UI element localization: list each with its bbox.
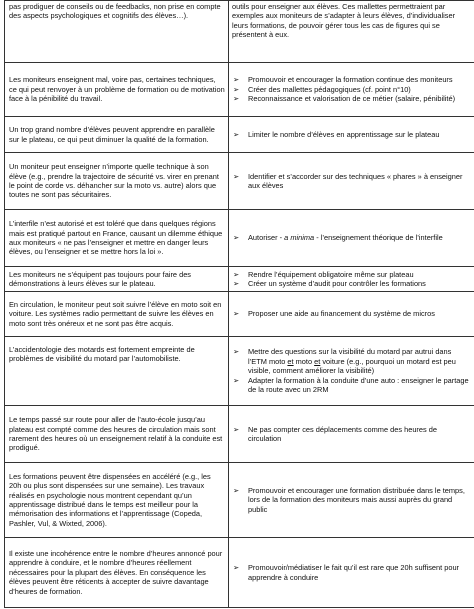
solution-cell: [229, 337, 474, 406]
list-item: ➢ Mettre des questions sur la visibilité du motard par autrui dans l’ETM moto et moto et voiture (e.g., pourquoi un motard est peu visible, comment améliorer la visibilité): [233, 347, 456, 376]
arrow-bullet-icon: ➢: [233, 129, 240, 139]
table-row: [5, 292, 474, 337]
problem-cell: Un moniteur peut enseigner n’importe quelle technique à son élève (e.g., prendre la trajectoire de sécurité vs. virer en prenant le point de corde vs. déhancher sur la moto vs. autre) alors que toutes ne sont pas sécuritaires.: [5, 153, 229, 210]
table-row: [5, 153, 474, 210]
table-row: [5, 210, 474, 267]
arrow-bullet-icon: ➢: [233, 233, 240, 243]
problem-cell: Les formations peuvent être dispensées en accéléré (e.g., les 20h ou plus sont dispensées sur une semaine). Les travaux réalisés en psychologie nous montrent cependant qu’un apprentissage distribué dans le temps est meilleur pour la mémorisation des informations et l’apprentissage (Copeda, Pashler, Vul, & Wixted, 2006).: [5, 463, 229, 538]
solution-cell: [229, 210, 474, 267]
solution-cell: [229, 406, 474, 463]
arrow-bullet-icon: ➢: [233, 279, 240, 288]
table-row: [5, 63, 474, 117]
recommendations-table: [4, 0, 474, 608]
list-item: ➢ Adapter la formation à la conduite d’une auto : enseigner le partage de la route avec un 2RM: [233, 375, 469, 395]
solution-cell: [229, 538, 474, 608]
arrow-bullet-icon: ➢: [233, 84, 240, 94]
list-item: ➢ Identifier et s’accorder sur des techniques « phares » à enseigner aux élèves: [233, 171, 463, 190]
problem-cell: pas prodiguer de conseils ou de feedbacks, non prise en compte des aspects psychologiques et cognitifs des élèves…).: [5, 1, 229, 63]
arrow-bullet-icon: ➢: [233, 171, 240, 181]
problem-cell: Les moniteurs enseignent mal, voire pas, certaines techniques, ce qui peut renvoyer à un problème de formation ou de motivation face à la pénibilité du travail.: [5, 63, 229, 117]
problem-cell: Le temps passé sur route pour aller de l’auto-école jusqu’au plateau est compté comme des heures de circulation mais sont rarement des heures où un enseignement relatif à la conduite est prodigué.: [5, 406, 229, 463]
problem-cell: Un trop grand nombre d’élèves peuvent apprendre en parallèle sur le plateau, ce qui peut diminuer la qualité de la formation.: [5, 117, 229, 153]
table-row: [5, 117, 474, 153]
solution-cell: [229, 292, 474, 337]
table-row: [5, 1, 474, 63]
problem-cell: Les moniteurs ne s’équipent pas toujours pour faire des démonstrations à leurs élèves sur le plateau.: [5, 267, 229, 292]
table-row: [5, 337, 474, 406]
list-item: ➢ Créer un système d’audit pour contrôler les formations: [233, 279, 426, 288]
arrow-bullet-icon: ➢: [233, 269, 240, 279]
list-item: ➢ Autoriser - a minima - l’enseignement théorique de l’interfile: [233, 233, 443, 243]
arrow-bullet-icon: ➢: [233, 347, 240, 357]
table-row: [5, 406, 474, 463]
list-item: ➢ Reconnaissance et valorisation de ce métier (salaire, pénibilité): [233, 94, 456, 104]
list-item: ➢ Ne pas compter ces déplacements comme des heures de circulation: [233, 424, 437, 443]
list-item: ➢ Limiter le nombre d’élèves en apprentissage sur le plateau: [233, 129, 440, 139]
list-item: ➢ Proposer une aide au financement du système de micros: [233, 309, 435, 319]
solution-cell: [229, 267, 474, 292]
solution-cell: [229, 463, 474, 538]
solution-cell: [229, 117, 474, 153]
table-row: [5, 267, 474, 292]
arrow-bullet-icon: ➢: [233, 309, 240, 319]
list-item: ➢ Créer des mallettes pédagogiques (cf. point n°10): [233, 84, 411, 94]
table-row: [5, 463, 474, 538]
solution-cell: [229, 63, 474, 117]
arrow-bullet-icon: ➢: [233, 75, 240, 85]
arrow-bullet-icon: ➢: [233, 94, 240, 104]
list-item: ➢ Promouvoir/médiatiser le fait qu’il est rare que 20h suffisent pour apprendre à conduire: [233, 563, 460, 582]
solution-cell: [229, 153, 474, 210]
problem-cell: Il existe une incohérence entre le nombre d’heures annoncé pour apprendre à conduire, et le nombre d’heures réellement nécessaires pour la plupart des élèves. En conséquence les élèves peuvent être réticents à accepter de suivre davantage d’heures de formation.: [5, 538, 229, 608]
arrow-bullet-icon: ➢: [233, 424, 240, 434]
solution-cell: outils pour enseigner aux élèves. Ces mallettes permettraient par exemples aux moniteurs de s’adapter à leurs élèves, d’individualiser leurs formations, de pouvoir gérer tous les cas de figures qui se présentent à eux.: [229, 1, 474, 63]
problem-cell: L’accidentologie des motards est fortement empreinte de problèmes de visibilité du motard par l’automobiliste.: [5, 337, 229, 406]
arrow-bullet-icon: ➢: [233, 485, 240, 495]
arrow-bullet-icon: ➢: [233, 375, 240, 385]
table-row: [5, 538, 474, 608]
arrow-bullet-icon: ➢: [233, 563, 240, 573]
list-item: ➢ Rendre l’équipement obligatoire même sur plateau: [233, 269, 414, 279]
problem-cell: En circulation, le moniteur peut soit suivre l’élève en moto soit en voiture. Les systèmes radio permettant de suivre les élèves en moto sont très onéreux et ne sont pas être acquis.: [5, 292, 229, 337]
list-item: ➢ Promouvoir et encourager la formation continue des moniteurs: [233, 75, 453, 85]
problem-cell: L’interfile n’est autorisé et est toléré que dans quelques régions mais est pratiqué partout en France, causant un dilemme éthique aux moniteurs « ne pas l’enseigner et mettre en danger leurs élèves, ou l’enseigner et se mettre hors la loi ».: [5, 210, 229, 267]
list-item: ➢ Promouvoir et encourager une formation distribuée dans le temps, lors de la formation des moniteurs mais aussi auprès du grand public: [233, 485, 465, 514]
